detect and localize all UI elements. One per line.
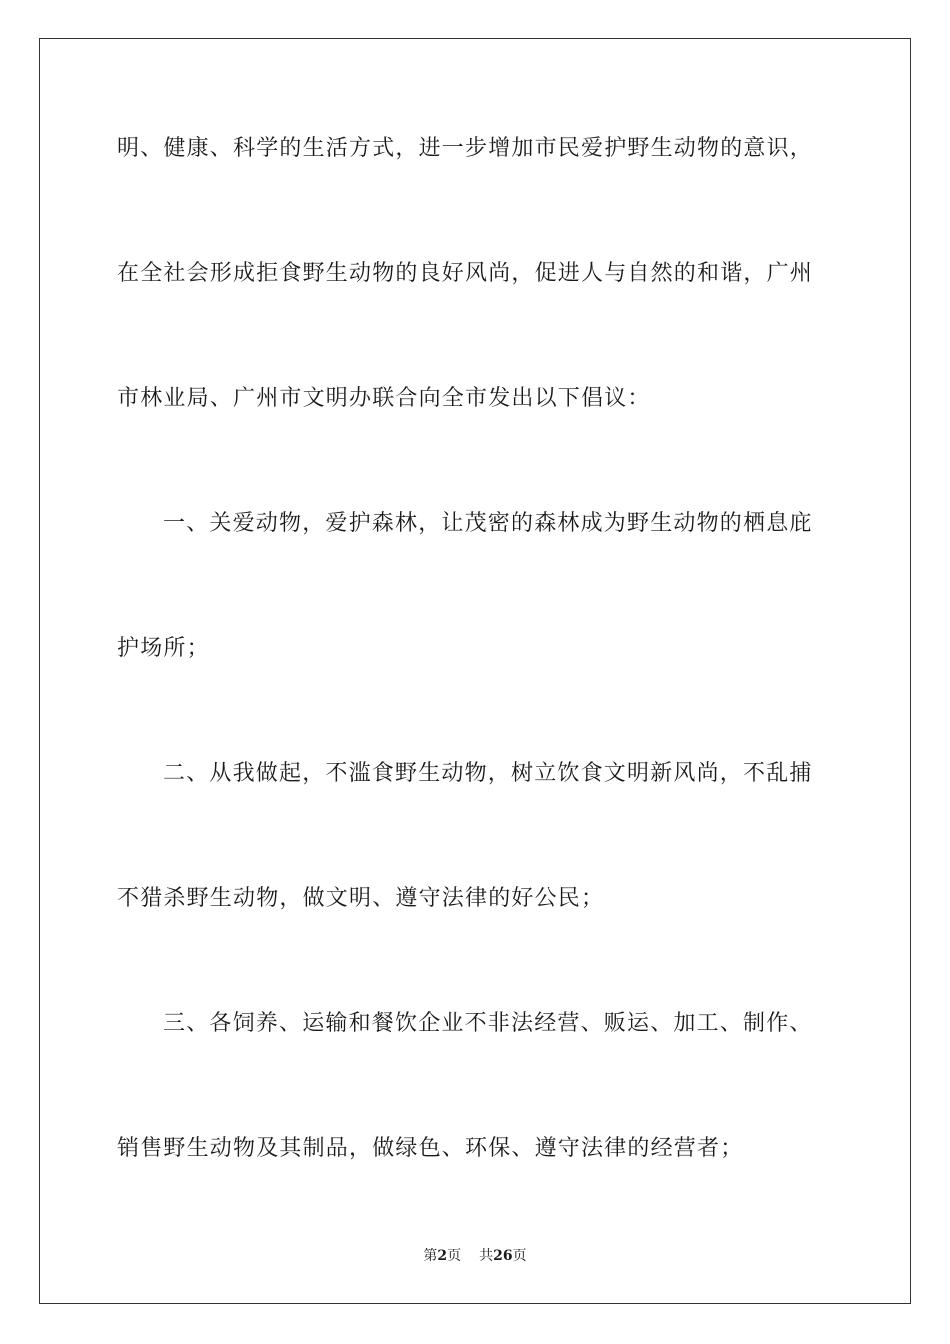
paragraph-1-line-1: 一、关爱动物，爱护森林，让茂密的森林成为野生动物的栖息庇 [163,511,813,536]
body-line-2: 在全社会形成拒食野生动物的良好风尚，促进人与自然的和谐，广州 [117,261,814,286]
page-number: 2 [437,1248,448,1264]
paragraph-2-line-1: 二、从我做起，不滥食野生动物，树立饮食文明新风尚，不乱捕 [163,761,813,786]
paragraph-1-line-2: 护场所； [117,636,210,661]
paragraph-3-line-2: 销售野生动物及其制品，做绿色、环保、遵守法律的经营者； [117,1136,744,1161]
page-frame [39,38,911,1304]
page-prefix: 第 [423,1248,438,1264]
paragraph-3-line-1: 三、各饲养、运输和餐饮企业不非法经营、贩运、加工、制作、 [163,1011,813,1036]
page-suffix: 页 [447,1248,462,1264]
total-suffix: 页 [512,1248,527,1264]
body-line-1: 明、健康、科学的生活方式，进一步增加市民爱护野生动物的意识， [117,136,814,161]
page-footer [0,1246,950,1266]
paragraph-2-line-2: 不猎杀野生动物，做文明、遵守法律的好公民； [117,886,605,911]
body-line-3: 市林业局、广州市文明办联合向全市发出以下倡议： [117,386,651,411]
total-pages: 26 [493,1248,513,1264]
total-prefix: 共 [479,1248,494,1264]
